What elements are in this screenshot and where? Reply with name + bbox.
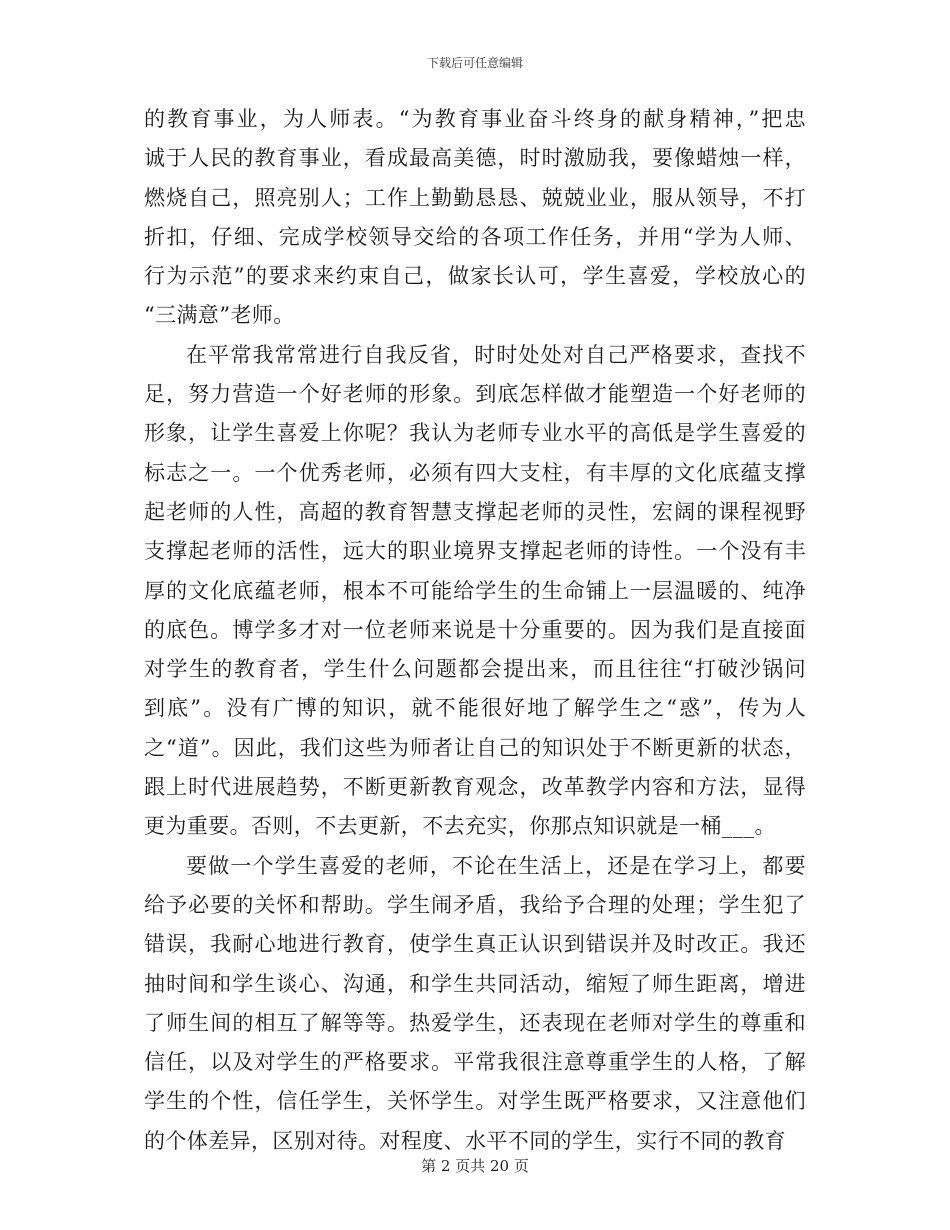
text-line: 足，努力营造一个好老师的形象。到底怎样做才能塑造一个好老师的 [144, 382, 806, 407]
text-line: 更为重要。否则，不去更新，不去充实，你那点知识就是一桶___。 [144, 814, 776, 839]
text-line: 之“道”。因此，我们这些为师者让自己的知识处于不断更新的状态， [144, 735, 806, 760]
text-line: 跟上时代进展趋势，不断更新教育观念，改革教学内容和方法，显得 [144, 775, 806, 800]
text-line: 的底色。博学多才对一位老师来说是十分重要的。因为我们是直接面 [144, 617, 806, 642]
page-header: 下载后可任意编辑 [426, 56, 523, 70]
text-line: 的教育事业，为人师表。“为教育事业奋斗终身的献身精神，”把忠 [144, 107, 806, 131]
text-line: 燃烧自己，照亮别人；工作上勤勤恳恳、兢兢业业，服从领导，不打 [144, 185, 806, 210]
text-line: 厚的文化底蕴老师，根本不可能给学生的生命铺上一层温暖的、纯净 [144, 578, 806, 603]
text-line: 标志之一。一个优秀老师，必须有四大支柱，有丰厚的文化底蕴支撑 [144, 460, 806, 485]
text-line: 要做一个学生喜爱的老师，不论在生活上，还是在学习上，都要 [186, 853, 806, 878]
text-line: 形象，让学生喜爱上你呢？我认为老师专业水平的高低是学生喜爱的 [144, 421, 806, 446]
text-line: 抽时间和学生谈心、沟通，和学生共同活动，缩短了师生距离，增进 [144, 971, 806, 996]
text-line: 在平常我常常进行自我反省，时时处处对自己严格要求，查找不 [186, 342, 806, 367]
paragraph [144, 336, 806, 847]
text-line: 行为示范”的要求来约束自己，做家长认可，学生喜爱，学校放心的 [144, 264, 806, 289]
text-line: 给予必要的关怀和帮助。学生闹矛盾，我给予合理的处理；学生犯了 [144, 892, 806, 917]
text-line: 错误，我耐心地进行教育，使学生真正认识到错误并及时改正。我还 [144, 932, 806, 957]
text-line: 到底”。没有广博的知识，就不能很好地了解学生之“惑”，传为人 [144, 696, 806, 721]
paragraph [144, 100, 806, 336]
text-line: 的个体差异，区别对待。对程度、水平不同的学生，实行不同的教育 [144, 1128, 786, 1153]
text-line: 起老师的人性，高超的教育智慧支撑起老师的灵性，宏阔的课程视野 [144, 499, 806, 524]
text-line: 诚于人民的教育事业，看成最高美德，时时激励我，要像蜡烛一样， [144, 146, 806, 171]
paragraph [144, 847, 806, 1161]
text-line: “三满意”老师。 [144, 303, 295, 328]
body-text [144, 100, 806, 1161]
text-line: 支撑起老师的活性，远大的职业境界支撑起老师的诗性。一个没有丰 [144, 539, 806, 564]
text-line: 了师生间的相互了解等等。热爱学生，还表现在老师对学生的尊重和 [144, 1010, 806, 1035]
text-line: 对学生的教育者，学生什么问题都会提出来，而且往往“打破沙锅问 [144, 657, 806, 682]
text-line: 信任，以及对学生的严格要求。平常我很注意尊重学生的人格，了解 [144, 1050, 806, 1075]
page-footer: 第 2 页共 20 页 [421, 1157, 529, 1175]
text-line: 折扣，仔细、完成学校领导交给的各项工作任务，并用“学为人师、 [144, 224, 806, 249]
text-line: 学生的个性，信任学生，关怀学生。对学生既严格要求，又注意他们 [144, 1089, 806, 1114]
